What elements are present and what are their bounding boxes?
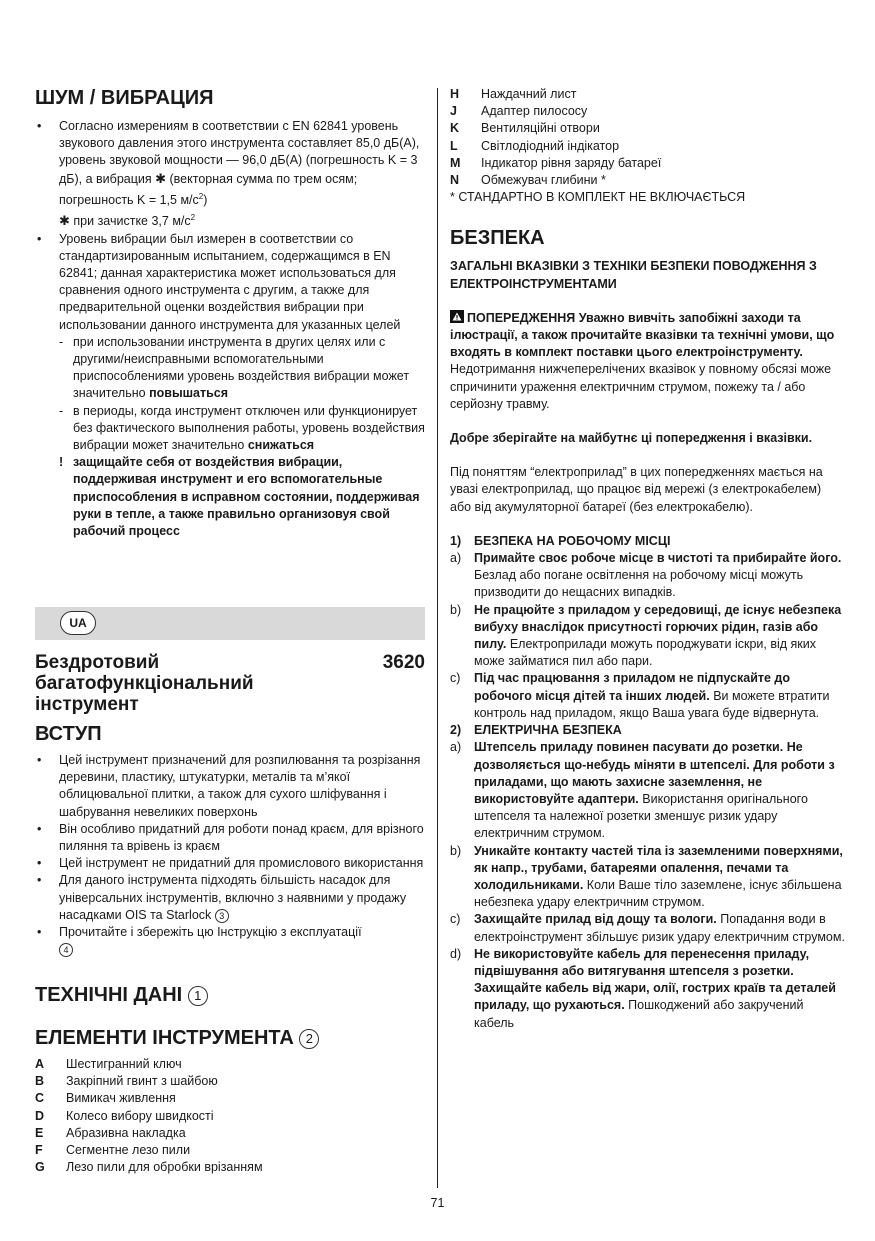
rule-2a: a) Штепсель приладу повинен пасувати до розетки. Не дозволяється що-небудь міняти в штепселі. Для роботи з приладами, що мають захисне заземлення, не використовуйте адаптери. Використання оригінального штепселя та належної розетки зменшує ризик удару електричним струмом. [450,740,835,841]
safety-subheading: ЗАГАЛЬНІ ВКАЗІВКИ З ТЕХНІКИ БЕЗПЕКИ ПОВОДЖЕННЯ З ЕЛЕКТРОІНСТРУМЕНТАМИ [450,259,817,291]
noise-list [35,118,425,334]
figure-ref-2: 2 [299,1029,319,1049]
part-row: G Лезо пили для обробки врізанням [35,1160,263,1175]
figure-ref-3: 3 [215,909,229,923]
right-column [450,86,845,1032]
part-row: L Світлодіодний індікатор [450,138,620,153]
intro-list [35,752,425,958]
tech-data-heading-row [35,983,208,1007]
asterisk-icon: ✱ [59,213,70,229]
page-number: 71 [430,1196,445,1210]
noise-sub-2: - в периоды, когда инструмент отключен или функционирует без фактического выполнения работы, уровень воздействия вибрации может значительно снижаться [59,403,425,452]
safety-sections [450,533,845,1032]
part-row: D Колесо вибору швидкості [35,1108,214,1123]
figure-ref-1: 1 [188,986,208,1006]
exclamation-icon: ! [59,455,64,470]
product-number: 3620 [382,652,425,673]
parts-list-right [450,86,661,189]
safety-heading: БЕЗПЕКА [450,227,545,250]
product-header [35,652,425,715]
rule-2c: c) Захищайте прилад від дощу та вологи. Попадання води в електроінструмент збільшує ризик удару електричним струмом. [450,912,845,944]
keep-instructions: Добре зберігайте на майбутнє ці попередження і вказівки. [450,431,813,446]
asterisk-icon: ✱ [155,170,167,186]
noise-sub-1: - при использовании инструмента в других целях или с другими/неисправными вспомогательными приспособлениями уровень воздействия вибрации может значительно повышаться [59,334,410,401]
intro-bullet-3: • Цей інструмент не придатний для промислового використання [35,855,425,872]
noise-bullet-2: • Уровень вибрации был измерен в соответствии со стандартизированным испытанием, содержащимся в EN 62841; данная характеристика может использоваться для сравнения одного инструмента с другим, а также для предварительной оценки воздействия вибрации при использовании данного инструмента для указанных целей [35,231,425,334]
noise-heading: ШУМ / ВИБРАЦИЯ [35,87,214,109]
rule-1a: a) Примайте своє робоче місце в чистоті та прибирайте його. Безлад або погане освітлення на робочому місці можуть призводити до нещасних випадків. [450,551,842,600]
noise-star-note: ✱ при зачистке 3,7 $м/с^2$ [59,213,196,229]
part-row: B Закріпний гвинт з шайбою [35,1074,218,1089]
part-row: H Наждачний лист [450,87,577,101]
part-row: C Вимикач живлення [35,1091,176,1106]
product-title: Бездротовий багатофункціональний інструмент [35,652,254,715]
part-row: F Сегментне лезо пили [35,1143,191,1158]
part-row: J Адаптер пилососу [450,104,588,119]
definition-paragraph: Під поняттям “електроприлад” в цих попередженнях мається на увазі електроприлад, що працює від мережі (з електрокабелем) або від акумуляторної батареї (без електрокабелю). [450,465,823,514]
intro-bullet-1: • Цей інструмент призначений для розпилювання та розрізання деревини, пластику, штукатурки, металів та м’якої облицювальної плитки, а також для сухого шліфування і шабрування невеликих поверхонь [35,752,425,821]
column-divider [437,88,438,1188]
noise-exclamation: ! защищайте себя от воздействия вибрации, поддерживая инструмент и его вспомогательные приспособления в исправном состоянии, поддерживая руки в тепле, а также правильно организовуя свой рабочий процесс [59,455,420,538]
part-row: N Обмежувач глибини * [450,173,606,188]
parts-list-left [35,1056,263,1176]
language-band [35,607,425,640]
section-heading-1: 1) БЕЗПЕКА НА РОБОЧОМУ МІСЦІ [450,533,671,548]
part-row: A Шестигранний ключ [35,1057,182,1071]
part-row: K Вентиляційні отвори [450,121,600,136]
rule-1b: b) Не працюйте з приладом у середовищі, де існує небезпека вибуху внаслідок присутності горючих рідин, газів або пилу. Електроприлади можуть породжувати іскри, від яких може займатися пил або пари. [450,602,842,669]
parts-note: * СТАНДАРТНО В КОМПЛЕКТ НЕ ВКЛЮЧАЄТЬСЯ [450,190,746,205]
rule-2b: b) Уникайте контакту частей тіла із заземленими поверхнями, як напр., трубами, батареями опалення, печами та холодильниками. Коли Ваше тіло заземлене, існує збільшена небезпека удару електричним струмом. [450,843,843,910]
elements-heading: ЕЛЕМЕНТИ ІНСТРУМЕНТА [35,1027,294,1049]
intro-bullet-5: • Прочитайте і збережіть цю Інструкцію з експлуатації 4 [35,924,425,958]
tech-heading: ТЕХНІЧНІ ДАНІ [35,984,183,1006]
left-column [35,82,425,540]
warning-icon [450,310,464,323]
part-row: E Абразивна накладка [35,1125,186,1140]
intro-heading: ВСТУП [35,723,102,745]
section-heading-2: 2) ЕЛЕКТРИЧНА БЕЗПЕКА [450,723,622,738]
elements-heading-row [35,1026,319,1050]
rule-2d: d) Не використовуйте кабель для перенесення приладу, підвішування або витягування штепселя з розетки. Захищайте кабель від жари, олії, гострих країв та деталей приладу, що рухаються. Пошкоджений або закручений кабель [450,946,836,1030]
intro-bullet-2: • Він особливо придатний для роботи понад краєм, для врізного пиляння та врівень із краєм [35,821,425,855]
part-row: M Індикатор рівня заряду батареї [450,155,662,170]
intro-section [35,722,425,958]
warning-paragraph: ПОПЕРЕДЖЕННЯ Уважно вивчіть запобіжні заходи та ілюстрації, а також прочитайте вказівки та технічні умови, що входять в комплект поставки цього електроінструменту. Недотримання нижчеперелічених вказівок у повному обсязі може спричинити ураження електричним струмом, пожежу та / або серйозну травму. [450,310,835,411]
noise-bullet-1: • Согласно измерениям в соответствии с EN 62841 уровень звукового давления этого инструмента составляет 85,0 дБ(A), уровень звуковой мощности — 96,0 дБ(A) (погрешность K = 3 дБ), а вибрация ✱ (векторная сумма по трем осям; погрешность K = 1,5 $м/с^2$) ✱ при зачистке 3,7 $м/с^2$ [35,118,425,231]
language-badge: UA [60,611,96,635]
figure-ref-4: 4 [59,943,73,957]
rule-1c: c) Під час працювання з приладом не підпускайте до робочого місця дітей та інших людей. Ви можете втратити контроль над приладом, якщо Ваша увага буде відвернута. [450,671,830,720]
intro-bullet-4: • Для даного інструмента підходять більшість насадок для універсальних інструментів, включно з наявними у продажу насадками OIS та Starlock 3 [35,872,425,924]
